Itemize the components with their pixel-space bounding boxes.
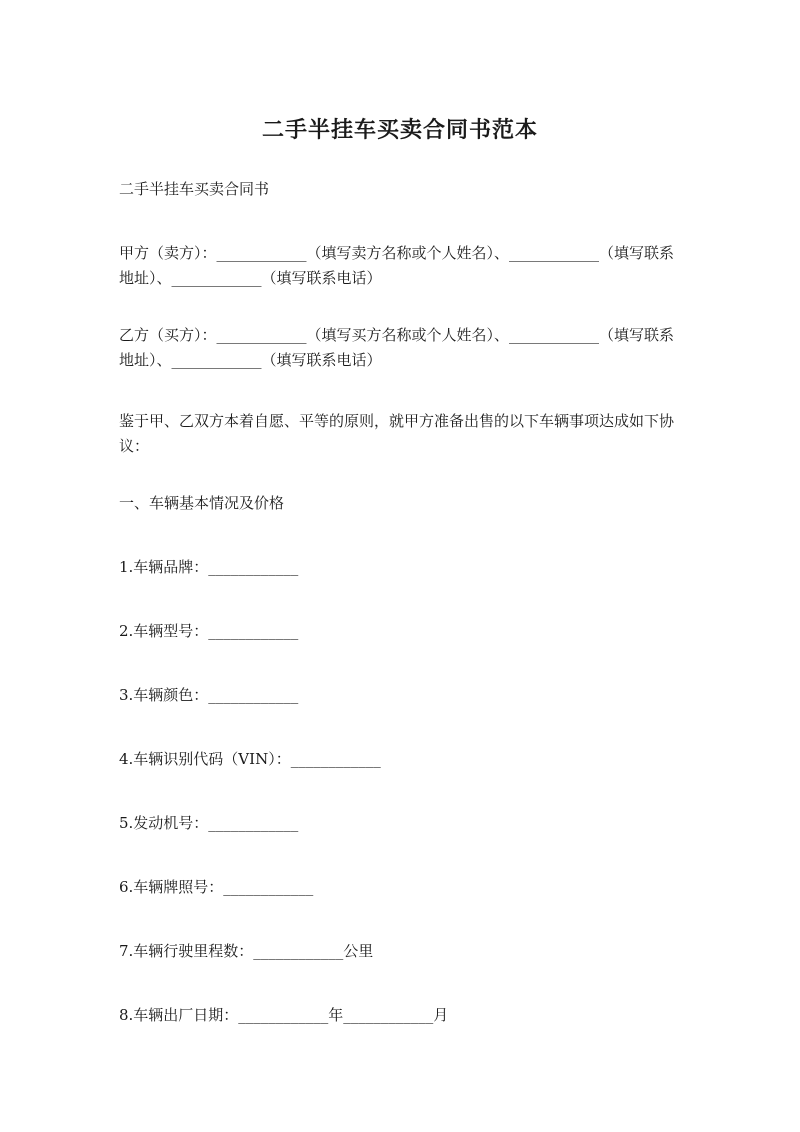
- list-item-model: 2.车辆型号：____________: [119, 622, 299, 640]
- preamble-paragraph: 鉴于甲、乙双方本着自愿、平等的原则，就甲方准备出售的以下车辆事项达成如下协议：: [119, 412, 675, 455]
- list-item-color: 3.车辆颜色：____________: [119, 686, 299, 704]
- party-a-paragraph: 甲方（卖方）：____________（填写卖方名称或个人姓名）、____________（填写联系地址）、____________（填写联系电话）: [119, 244, 675, 287]
- list-item-vin: 4.车辆识别代码（VIN）：____________: [119, 750, 381, 768]
- list-item-manufacture-date: 8.车辆出厂日期：____________年____________月: [119, 1006, 449, 1024]
- party-b-paragraph: 乙方（买方）：____________（填写买方名称或个人姓名）、____________（填写联系地址）、____________（填写联系电话）: [119, 326, 675, 369]
- section-heading: 一、车辆基本情况及价格: [119, 494, 285, 512]
- list-item-plate-number: 6.车辆牌照号：____________: [119, 878, 314, 896]
- contract-subtitle: 二手半挂车买卖合同书: [119, 180, 270, 198]
- list-item-mileage: 7.车辆行驶里程数：____________公里: [119, 942, 374, 960]
- list-item-engine-number: 5.发动机号：____________: [119, 814, 299, 832]
- list-item-brand: 1.车辆品牌：____________: [119, 558, 299, 576]
- document-title: 二手半挂车买卖合同书范本: [261, 117, 538, 143]
